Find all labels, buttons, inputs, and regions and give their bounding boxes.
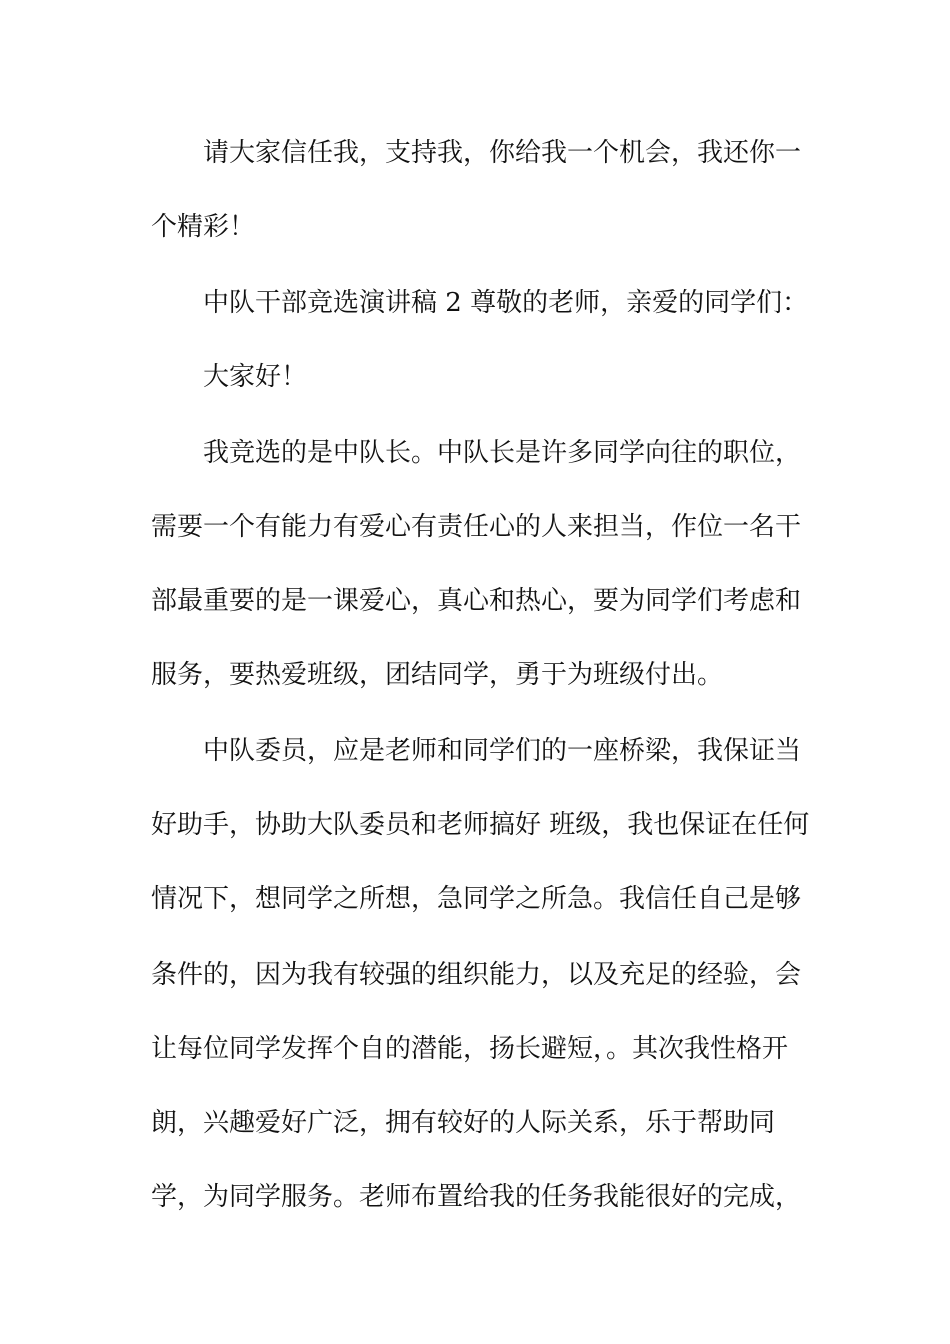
text-line-15: 学，为同学服务。老师布置给我的任务我能很好的完成， (151, 1182, 802, 1212)
text-line-5: 我竞选的是中队长。中队长是许多同学向往的职位， (203, 438, 802, 468)
text-line-13: 让每位同学发挥个自的潜能，扬长避短，。其次我性格开 (151, 1034, 789, 1064)
text-line-8: 服务，要热爱班级，团结同学，勇于为班级付出。 (151, 660, 724, 690)
text-line-1: 请大家信任我，支持我，你给我一个机会，我还你一 (203, 138, 802, 168)
text-line-10: 好助手，协助大队委员和老师搞好 班级，我也保证在任何 (151, 810, 810, 840)
text-line-9: 中队委员，应是老师和同学们的一座桥梁，我保证当 (203, 736, 802, 766)
text-line-3: 中队干部竞选演讲稿 2 尊敬的老师，亲爱的同学们： (203, 288, 809, 318)
text-line-2: 个精彩！ (151, 212, 256, 242)
text-line-6: 需要一个有能力有爱心有责任心的人来担当，作位一名干 (151, 512, 802, 542)
text-line-7: 部最重要的是一课爱心，真心和热心，要为同学们考虑和 (151, 586, 802, 616)
text-line-12: 条件的，因为我有较强的组织能力，以及充足的经验，会 (151, 960, 802, 990)
text-line-4: 大家好！ (203, 362, 308, 392)
text-line-11: 情况下，想同学之所想，急同学之所急。我信任自己是够 (151, 884, 802, 914)
text-line-14: 朗，兴趣爱好广泛，拥有较好的人际关系，乐于帮助同 (151, 1108, 776, 1138)
